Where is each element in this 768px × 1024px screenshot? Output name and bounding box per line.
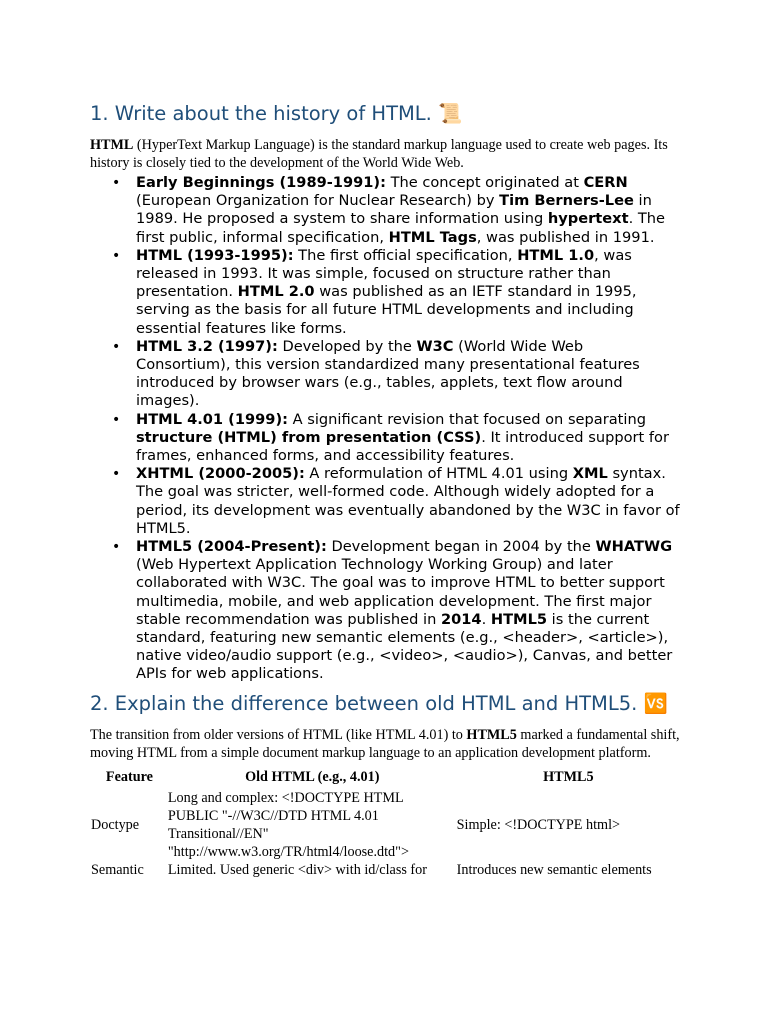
bold-term: HTML Tags: [388, 228, 477, 246]
item-text: Developed by the: [277, 337, 417, 355]
history-list-item: [90, 465, 680, 538]
item-text: in 1989. He proposed a system to share information using: [136, 192, 652, 228]
bold-term: HTML 1.0: [517, 246, 595, 264]
bold-term: XHTML (2000-2005):: [136, 465, 305, 483]
bold-term: Tim Berners-Lee: [499, 192, 634, 210]
bold-term: 2014: [440, 610, 482, 628]
bold-term: HTML 4.01 (1999):: [136, 410, 288, 428]
table-cell: [168, 861, 457, 879]
section2-heading: [90, 690, 680, 718]
section2-intro-post: marked a fundamental shift, moving HTML from a simple document markup language to an application development platform.: [90, 726, 680, 761]
item-text: , was released in 1993. It was simple, focused on structure rather than presentation.: [136, 246, 632, 301]
section2-intro-bold: HTML5: [466, 726, 517, 743]
item-text: A significant revision that focused on separating: [287, 410, 646, 428]
html-term: HTML: [90, 137, 134, 153]
item-text: (World Wide Web Consortium), this version standardized many presentational features introduced by browser wars (e.g., tables, applets, text flow around images).: [136, 337, 640, 410]
table-cell: [457, 861, 680, 879]
history-list-item: [90, 338, 680, 411]
bold-term: W3C: [416, 337, 454, 355]
history-list-item: [90, 247, 680, 338]
bold-term: HTML5: [490, 610, 548, 628]
table-cell: Doctype: [91, 816, 140, 833]
section1-intro: [90, 136, 680, 172]
item-text: A reformulation of HTML 4.01 using: [304, 465, 573, 483]
item-text: (Web Hypertext Application Technology Working Group) and later collaborated with W3C. The goal was to improve HTML to better support multimedia, mobile, and web application development. The first major stable recommendation was published in: [136, 556, 665, 628]
table-cell: Simple: <!DOCTYPE html>: [456, 816, 621, 833]
history-list: [90, 174, 680, 684]
table-header-row: [90, 766, 680, 789]
table-cell-text: Limited. Used generic <div> with id/class for: [167, 861, 427, 878]
section1-heading: [90, 100, 680, 128]
item-text: (European Organization for Nuclear Research) by: [136, 192, 500, 210]
bold-term: WHATWG: [595, 538, 673, 556]
table-cell: Long and complex: <!DOCTYPE HTML PUBLIC "-//W3C//DTD HTML 4.01 Transitional//EN" "http://www.w3.org/TR/html4/loose.dtd">: [167, 789, 409, 860]
item-text: .: [481, 610, 491, 628]
section2-heading-text: 2. Explain the difference between old HTML and HTML5. 🆚: [90, 691, 668, 715]
bold-term: structure (HTML) from presentation (CSS): [136, 428, 482, 446]
section1-intro-text: (HyperText Markup Language) is the standard markup language used to create web pages. Its history is closely tied to the development of the World Wide Web.: [90, 137, 668, 171]
item-text: . The first public, informal specification,: [136, 210, 665, 246]
header-html5: HTML5: [543, 768, 594, 785]
item-text: . It introduced support for frames, enhanced forms, and accessibility features.: [136, 428, 669, 465]
item-text: , was published in 1991.: [476, 228, 655, 246]
history-list-item: [90, 538, 680, 684]
table-cell-text: Semantic: [91, 861, 144, 878]
section1-heading-text: 1. Write about the history of HTML. 📜: [90, 102, 463, 125]
bold-term: Early Beginnings (1989-1991):: [136, 174, 386, 191]
section2-intro: [90, 726, 680, 762]
bold-term: HTML (1993-1995):: [136, 246, 294, 264]
section2-intro-pre: The transition from older versions of HTML (like HTML 4.01) to: [90, 726, 467, 743]
table-row: [90, 789, 680, 861]
bold-term: hypertext: [547, 210, 629, 228]
bold-term: HTML 3.2 (1997):: [136, 337, 278, 355]
table-row: [90, 861, 680, 879]
table-cell-text: Introduces new semantic elements: [456, 861, 652, 878]
bold-term: HTML5 (2004-Present):: [136, 538, 327, 556]
item-text: is the current standard, featuring new semantic elements (e.g., <header>, <article>), native video/audio support (e.g., <video>, <audio>), Canvas, and better APIs for web applications.: [136, 610, 673, 683]
bold-term: XML: [572, 465, 608, 483]
history-list-item: [90, 174, 680, 247]
item-text: syntax. The goal was stricter, well-formed code. Although widely adopted for a period, its development was eventually abandoned by the W3C in favor of HTML5.: [136, 465, 680, 537]
header-old-html: Old HTML (e.g., 4.01): [245, 768, 380, 785]
item-text: The concept originated at: [385, 174, 584, 191]
table-cell: [90, 861, 168, 879]
item-text: Development began in 2004 by the: [326, 538, 596, 556]
bold-term: HTML 2.0: [237, 283, 315, 301]
header-feature: Feature: [105, 768, 153, 785]
document-page: [90, 100, 680, 879]
history-list-item: [90, 411, 680, 466]
item-text: The first official specification,: [293, 246, 518, 264]
comparison-table: [90, 766, 680, 879]
bold-term: CERN: [583, 174, 628, 191]
item-text: was published as an IETF standard in 1995, serving as the basis for all future HTML developments and including essential features like forms.: [136, 283, 637, 337]
